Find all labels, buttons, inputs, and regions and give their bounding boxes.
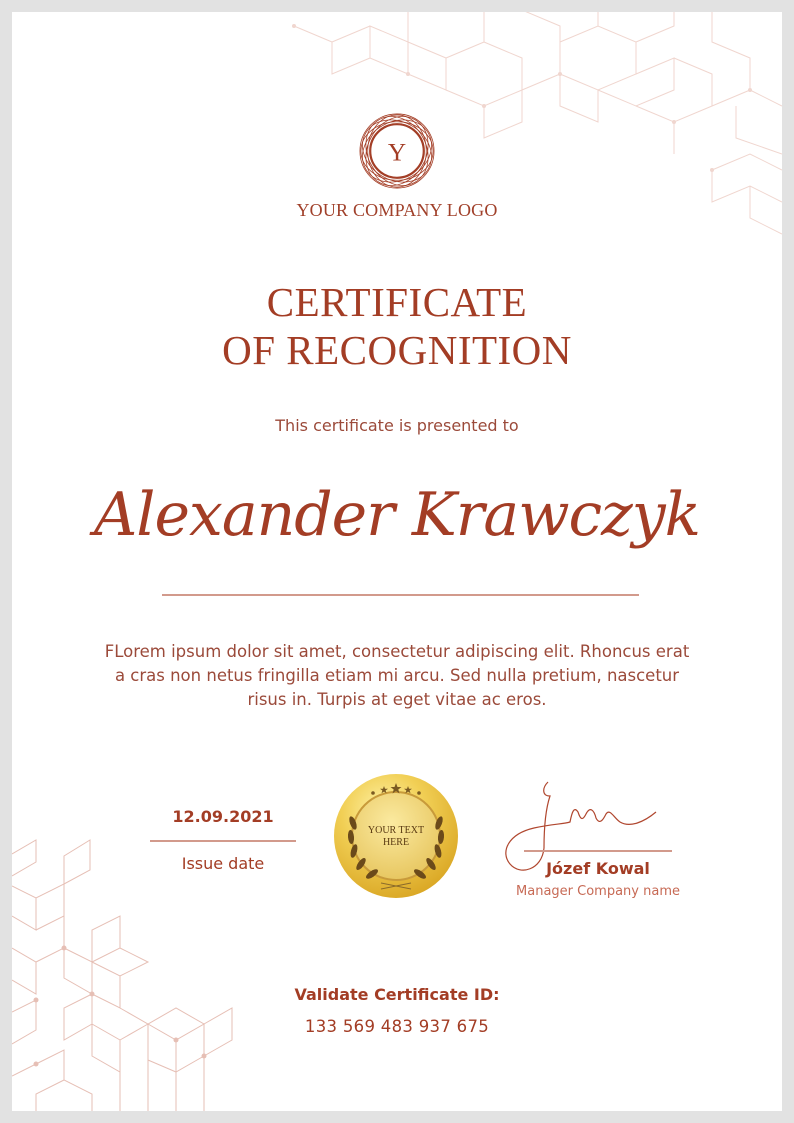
signer-title: Manager Company name	[516, 884, 680, 899]
company-logo-icon	[358, 112, 436, 190]
gold-seal-icon	[333, 773, 459, 899]
certificate-id: 133 569 483 937 675	[304, 1017, 490, 1036]
presented-to-label: This certificate is presented to	[275, 416, 519, 435]
company-logo-text: YOUR COMPANY LOGO	[296, 200, 498, 220]
issue-date-label: Issue date	[181, 853, 265, 873]
recipient-name: Alexander Krawczyk	[93, 480, 701, 550]
issue-date-block	[150, 807, 296, 873]
certificate-sheet	[12, 12, 782, 1111]
signature-divider	[524, 850, 672, 852]
svg-text:HERE: HERE	[382, 837, 410, 848]
svg-text:Y: Y	[387, 138, 407, 167]
svg-text:YOUR TEXT: YOUR TEXT	[367, 825, 425, 836]
certificate-description: FLorem ipsum dolor sit amet, consectetur adipiscing elit. Rhoncus erat a cras non netus fringilla etiam mi arcu. Sed nulla pretium, nascetur risus in. Turpis at eget vitae ac eros.	[104, 642, 690, 709]
issue-date-divider	[150, 840, 296, 842]
signer-name: Józef Kowal	[546, 859, 650, 878]
signature-block	[498, 778, 698, 918]
title-line-1: CERTIFICATE	[266, 279, 528, 325]
title-line-2: OF RECOGNITION	[222, 327, 572, 373]
issue-date-value: 12.09.2021	[172, 807, 274, 826]
validate-id-label: Validate Certificate ID:	[294, 985, 500, 1004]
recipient-underline	[162, 594, 639, 596]
certificate-title	[12, 278, 782, 374]
